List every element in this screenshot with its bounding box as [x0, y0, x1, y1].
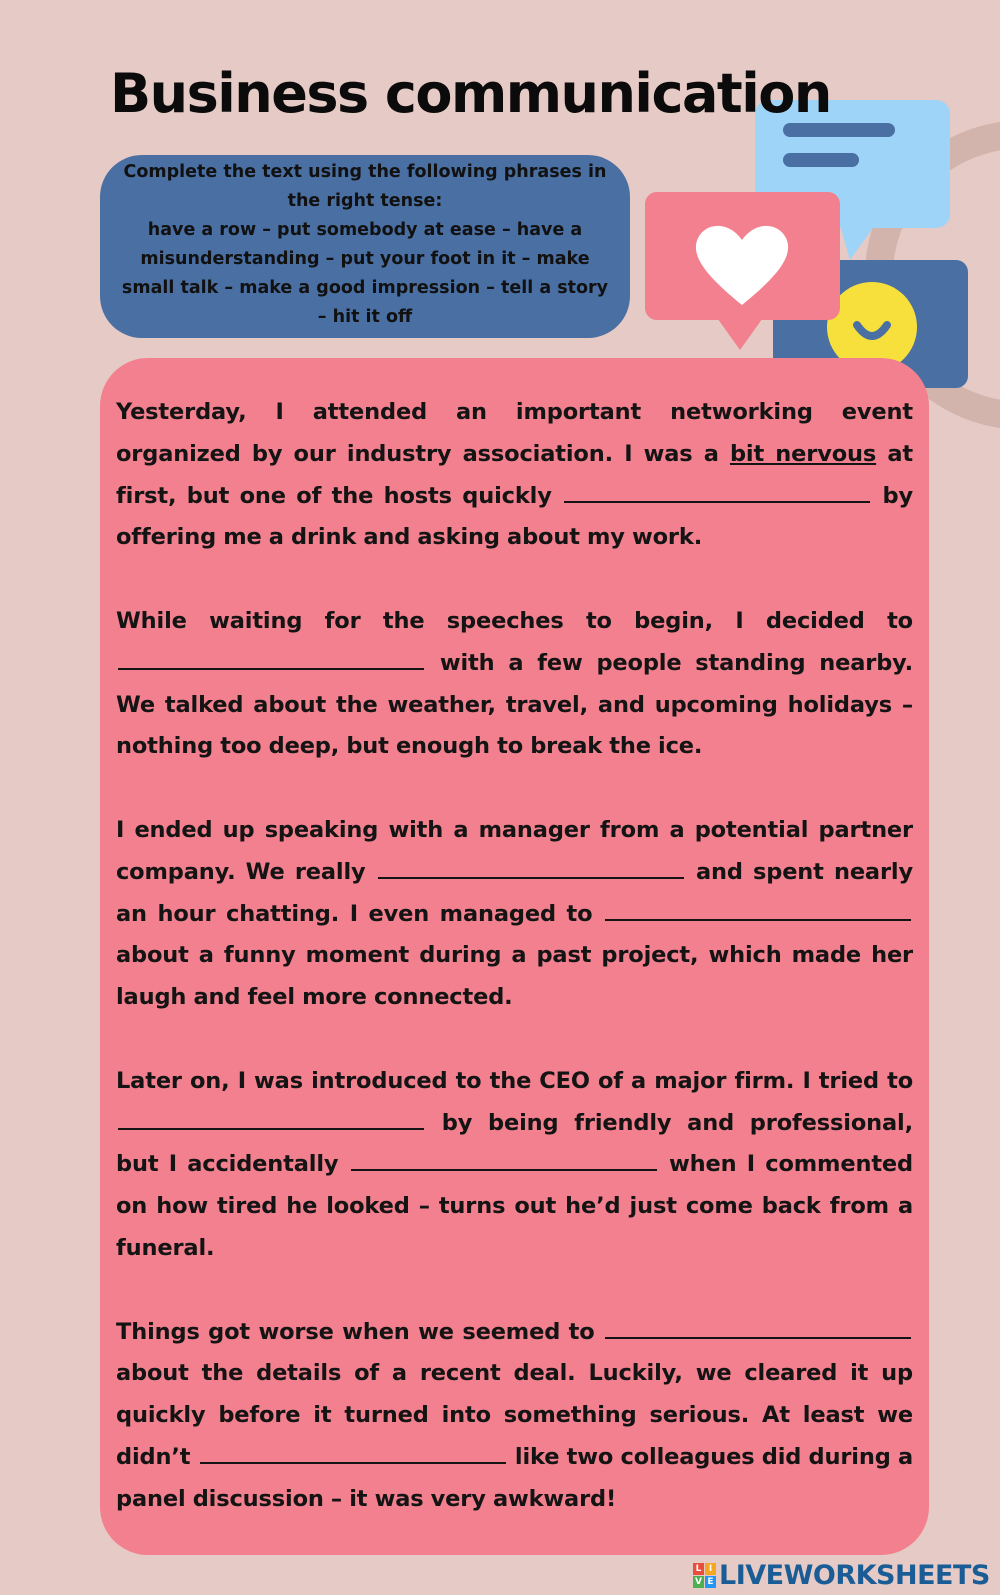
answer-blank-8[interactable] — [200, 1440, 506, 1464]
story-paragraph-1: Yesterday, I attended an important networking event organized by our industry association. I was a bit nervous at first, but one of the hosts quickly by offering me a drink and asking about my work. — [116, 399, 914, 551]
liveworksheets-logo-icon: L I V E — [693, 1563, 716, 1588]
story-paragraph-5: Things got worse when we seemed to about the details of a recent deal. Luckily, we cleared it up quickly before it turned into something serious. At least we didn’t like two colleagues did during a panel discussion – it was very awkward! — [116, 1312, 913, 1521]
answer-blank-7[interactable] — [605, 1315, 911, 1339]
instructions-box — [100, 155, 630, 338]
answer-blank-3[interactable] — [378, 855, 684, 879]
story-paragraph-3: I ended up speaking with a manager from a potential partner company. We really and spent nearly an hour chatting. I even managed to about a funny moment during a past project, which made her laugh and feel more connected. — [116, 816, 913, 1011]
underlined-phrase: bit nervous — [729, 440, 877, 467]
answer-blank-5[interactable] — [118, 1106, 424, 1130]
instructions-text: Complete the text using the following phrases in the right tense: — [123, 162, 607, 211]
page-title: Business communication — [110, 62, 831, 125]
story-text-box — [100, 358, 929, 1555]
liveworksheets-brand: LIVEWORKSHEETS — [719, 1559, 990, 1591]
answer-blank-4[interactable] — [605, 897, 911, 921]
answer-blank-6[interactable] — [351, 1147, 657, 1171]
story-paragraph-2: While waiting for the speeches to begin, I decided to with a few people standing nearby. We talked about the weather, travel, and upcoming holidays – nothing too deep, but enough to break the ice. — [116, 607, 913, 760]
story-paragraph-4: Later on, I was introduced to the CEO of a major firm. I tried to by being friendly and professional, but I accidentally when I commented on how tired he looked – turns out he’d just come back from a funeral. — [116, 1067, 913, 1261]
answer-blank-2[interactable] — [118, 646, 424, 670]
answer-blank-1[interactable] — [564, 479, 870, 503]
phrase-list: have a row – put somebody at ease – have a misunderstanding – put your foot in it – make small talk – make a good impression – tell a story – hit it off — [121, 220, 609, 327]
liveworksheets-footer[interactable] — [693, 1560, 990, 1590]
